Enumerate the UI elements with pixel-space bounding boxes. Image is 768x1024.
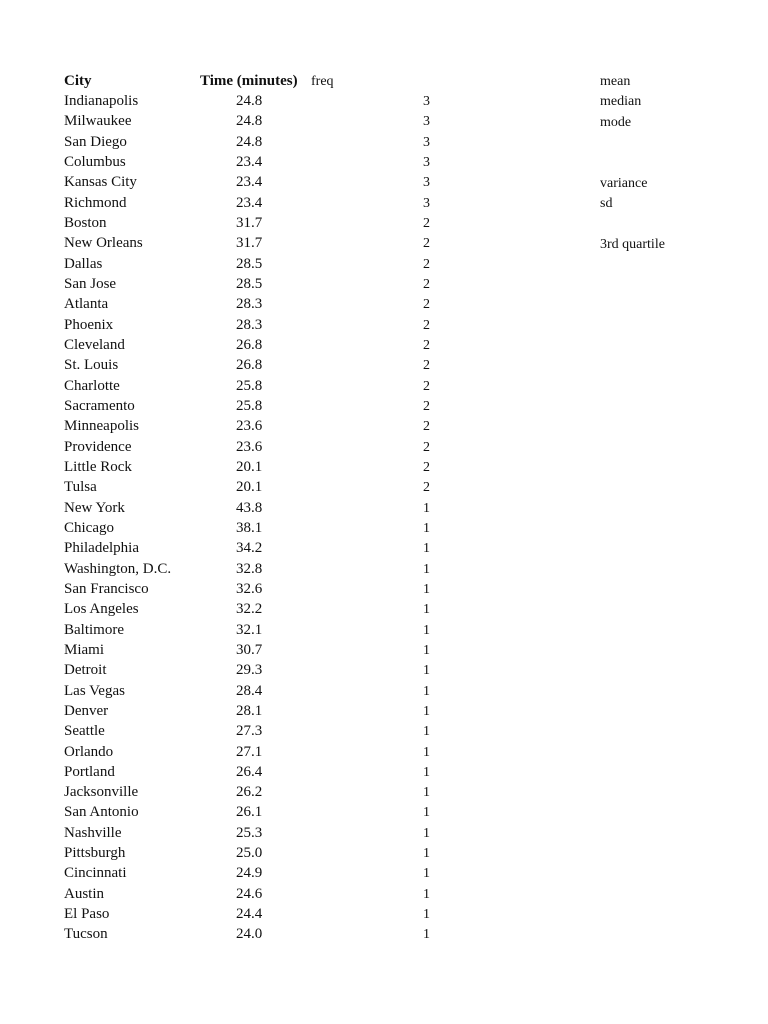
cell-freq[interactable]: 2 [423, 398, 430, 414]
cell-freq[interactable]: 1 [423, 663, 430, 679]
cell-time[interactable]: 25.8 [236, 397, 263, 414]
table-row [0, 620, 768, 640]
cell-time[interactable]: 20.1 [236, 479, 263, 496]
cell-city[interactable]: Minneapolis [64, 418, 139, 435]
cell-city[interactable]: Denver [64, 702, 109, 719]
cell-freq[interactable]: 3 [423, 94, 430, 109]
table-row [0, 701, 768, 721]
table-row [0, 274, 768, 294]
table-row [0, 782, 768, 802]
table-row [0, 213, 768, 233]
cell-time[interactable]: 24.8 [236, 93, 263, 109]
table-row [0, 498, 768, 518]
cell-freq[interactable]: 1 [423, 520, 430, 536]
cell-city[interactable]: Washington, D.C. [64, 560, 172, 577]
stat-label-variance[interactable]: variance [600, 176, 648, 191]
cell-city[interactable]: Indianapolis [64, 93, 139, 109]
table-row [0, 254, 768, 274]
cell-city[interactable]: Chicago [64, 519, 114, 536]
table-row [0, 416, 768, 436]
header-time[interactable]: Time (minutes) [200, 73, 298, 89]
cell-time[interactable]: 20.1 [236, 458, 263, 475]
cell-freq[interactable]: 1 [423, 500, 430, 516]
cell-city[interactable]: Tucson [64, 926, 108, 943]
cell-city[interactable]: Nashville [64, 824, 122, 841]
table-row [0, 904, 768, 924]
cell-city[interactable]: Providence [64, 438, 132, 455]
cell-city[interactable]: El Paso [64, 906, 110, 923]
cell-city[interactable]: Miami [64, 641, 104, 658]
cell-freq[interactable]: 2 [423, 419, 430, 435]
cell-city[interactable]: Charlotte [64, 377, 120, 394]
cell-city[interactable]: Seattle [64, 723, 105, 740]
table-row [0, 599, 768, 619]
cell-city[interactable]: Kansas City [64, 174, 137, 191]
stat-label-median[interactable]: median [600, 94, 642, 109]
cell-freq[interactable]: 3 [423, 195, 430, 211]
cell-time[interactable]: 23.6 [236, 438, 263, 455]
cell-time[interactable]: 24.9 [236, 865, 263, 882]
cell-freq[interactable]: 1 [423, 683, 430, 699]
table-row [0, 721, 768, 741]
cell-freq[interactable]: 2 [423, 317, 430, 333]
cell-time[interactable]: 32.1 [236, 621, 263, 638]
table-row [0, 315, 768, 335]
data-rows [0, 91, 768, 945]
header-city[interactable]: City [64, 73, 92, 89]
table-row [0, 742, 768, 762]
cell-freq[interactable]: 2 [423, 236, 430, 252]
cell-city[interactable]: Austin [64, 885, 105, 902]
cell-city[interactable]: Pittsburgh [64, 845, 126, 862]
cell-time[interactable]: 43.8 [236, 499, 263, 516]
cell-time[interactable]: 25.0 [236, 845, 263, 862]
cell-time[interactable]: 24.8 [236, 133, 263, 150]
cell-freq[interactable]: 1 [423, 642, 430, 658]
cell-freq[interactable]: 1 [423, 846, 430, 862]
table-row [0, 640, 768, 660]
cell-time[interactable]: 31.7 [236, 235, 263, 252]
cell-time[interactable]: 26.8 [236, 357, 263, 374]
cell-city[interactable]: Atlanta [64, 296, 109, 313]
cell-time[interactable]: 25.3 [236, 824, 263, 841]
cell-freq[interactable]: 1 [423, 866, 430, 882]
cell-time[interactable]: 28.3 [236, 316, 263, 333]
table-row [0, 559, 768, 579]
table-row [0, 335, 768, 355]
cell-time[interactable]: 23.4 [236, 194, 263, 211]
cell-freq[interactable]: 3 [423, 154, 430, 170]
cell-city[interactable]: Cincinnati [64, 865, 127, 882]
table-row [0, 132, 768, 152]
cell-city[interactable]: Los Angeles [64, 601, 139, 618]
cell-time[interactable]: 24.8 [236, 113, 263, 130]
cell-freq[interactable]: 2 [423, 256, 430, 272]
cell-freq[interactable]: 2 [423, 378, 430, 394]
cell-city[interactable]: Orlando [64, 743, 114, 760]
cell-city[interactable]: Jacksonville [64, 784, 139, 801]
cell-time[interactable]: 30.7 [236, 641, 263, 658]
cell-city[interactable]: Philadelphia [64, 540, 139, 557]
cell-freq[interactable]: 1 [423, 602, 430, 618]
cell-city[interactable]: Las Vegas [64, 682, 125, 699]
cell-freq[interactable]: 1 [423, 724, 430, 740]
cell-time[interactable]: 29.3 [236, 662, 263, 679]
cell-time[interactable]: 26.1 [236, 804, 263, 821]
table-row [0, 376, 768, 396]
cell-city[interactable]: San Jose [64, 275, 117, 292]
cell-time[interactable]: 26.8 [236, 336, 263, 353]
cell-time[interactable]: 38.1 [236, 519, 263, 536]
cell-city[interactable]: Phoenix [64, 316, 114, 333]
cell-time[interactable]: 28.3 [236, 296, 263, 313]
table-row [0, 396, 768, 416]
table-row [0, 538, 768, 558]
cell-city[interactable]: Baltimore [64, 621, 124, 638]
cell-freq[interactable]: 2 [423, 276, 430, 292]
cell-freq[interactable]: 1 [423, 703, 430, 719]
table-row [0, 355, 768, 375]
cell-city[interactable]: New Orleans [64, 235, 143, 252]
stat-label-mode[interactable]: mode [600, 115, 632, 130]
cell-time[interactable]: 28.4 [236, 682, 263, 699]
table-row [0, 91, 768, 111]
cell-freq[interactable]: 1 [423, 561, 430, 577]
cell-freq[interactable]: 1 [423, 764, 430, 780]
cell-freq[interactable]: 1 [423, 825, 430, 841]
cell-city[interactable]: San Diego [64, 133, 127, 150]
table-row [0, 457, 768, 477]
cell-time[interactable]: 24.4 [236, 906, 263, 923]
cell-time[interactable]: 34.2 [236, 540, 263, 557]
cell-time[interactable]: 25.8 [236, 377, 263, 394]
table-row [0, 660, 768, 680]
cell-time[interactable]: 23.4 [236, 174, 263, 191]
table-row [0, 294, 768, 314]
cell-freq[interactable]: 1 [423, 581, 430, 597]
table-row [0, 863, 768, 883]
stat-label-sd[interactable]: sd [600, 196, 613, 211]
table-row [0, 762, 768, 782]
table-row [0, 579, 768, 599]
cell-city[interactable]: Sacramento [64, 397, 135, 414]
cell-city[interactable]: Tulsa [64, 479, 97, 496]
cell-city[interactable]: San Antonio [64, 804, 139, 821]
cell-freq[interactable]: 1 [423, 886, 430, 902]
cell-time[interactable]: 28.1 [236, 702, 263, 719]
table-row [0, 823, 768, 843]
cell-time[interactable]: 26.2 [236, 784, 263, 801]
table-row [0, 924, 768, 944]
cell-time[interactable]: 24.6 [236, 885, 263, 902]
stat-label-mean[interactable]: mean [600, 74, 631, 89]
cell-city[interactable]: Portland [64, 763, 115, 780]
table-row [0, 681, 768, 701]
cell-time[interactable]: 27.1 [236, 743, 263, 760]
cell-freq[interactable]: 1 [423, 927, 430, 943]
cell-freq[interactable]: 2 [423, 480, 430, 496]
cell-city[interactable]: St. Louis [64, 357, 119, 374]
cell-city[interactable]: Detroit [64, 662, 107, 679]
cell-freq[interactable]: 2 [423, 215, 430, 231]
cell-freq[interactable]: 2 [423, 297, 430, 313]
table-row [0, 152, 768, 172]
cell-time[interactable]: 28.5 [236, 275, 263, 292]
table-row [0, 802, 768, 822]
cell-city[interactable]: Richmond [64, 194, 127, 211]
table-row [0, 437, 768, 457]
cell-time[interactable]: 32.8 [236, 560, 263, 577]
header-freq[interactable]: freq [311, 74, 334, 89]
cell-time[interactable]: 31.7 [236, 214, 263, 231]
table-row [0, 477, 768, 497]
cell-city[interactable]: Boston [64, 214, 107, 231]
cell-freq[interactable]: 3 [423, 114, 430, 130]
cell-freq[interactable]: 2 [423, 358, 430, 374]
cell-time[interactable]: 28.5 [236, 255, 263, 272]
table-row [0, 843, 768, 863]
cell-city[interactable]: Milwaukee [64, 113, 132, 130]
cell-city[interactable]: Little Rock [64, 458, 132, 475]
cell-time[interactable]: 27.3 [236, 723, 263, 740]
cell-city[interactable]: Dallas [64, 255, 103, 272]
cell-freq[interactable]: 1 [423, 541, 430, 557]
cell-time[interactable]: 32.6 [236, 580, 263, 597]
table-row [0, 193, 768, 213]
cell-freq[interactable]: 1 [423, 907, 430, 923]
cell-city[interactable]: San Francisco [64, 580, 149, 597]
cell-freq[interactable]: 2 [423, 439, 430, 455]
cell-freq[interactable]: 1 [423, 805, 430, 821]
stat-label-third-quartile[interactable]: 3rd quartile [600, 237, 665, 252]
cell-freq[interactable]: 2 [423, 337, 430, 353]
cell-time[interactable]: 24.0 [236, 926, 263, 943]
table-row [0, 884, 768, 904]
cell-time[interactable]: 26.4 [236, 763, 263, 780]
cell-city[interactable]: Columbus [64, 153, 126, 170]
cell-freq[interactable]: 1 [423, 744, 430, 760]
cell-time[interactable]: 23.4 [236, 153, 263, 170]
cell-freq[interactable]: 1 [423, 785, 430, 801]
cell-freq[interactable]: 3 [423, 134, 430, 150]
cell-city[interactable]: New York [64, 499, 125, 516]
cell-city[interactable]: Cleveland [64, 336, 125, 353]
table-row [0, 172, 768, 192]
cell-time[interactable]: 23.6 [236, 418, 263, 435]
table-row [0, 111, 768, 131]
table-row [0, 518, 768, 538]
cell-time[interactable]: 32.2 [236, 601, 263, 618]
cell-freq[interactable]: 2 [423, 459, 430, 475]
cell-freq[interactable]: 3 [423, 175, 430, 191]
cell-freq[interactable]: 1 [423, 622, 430, 638]
